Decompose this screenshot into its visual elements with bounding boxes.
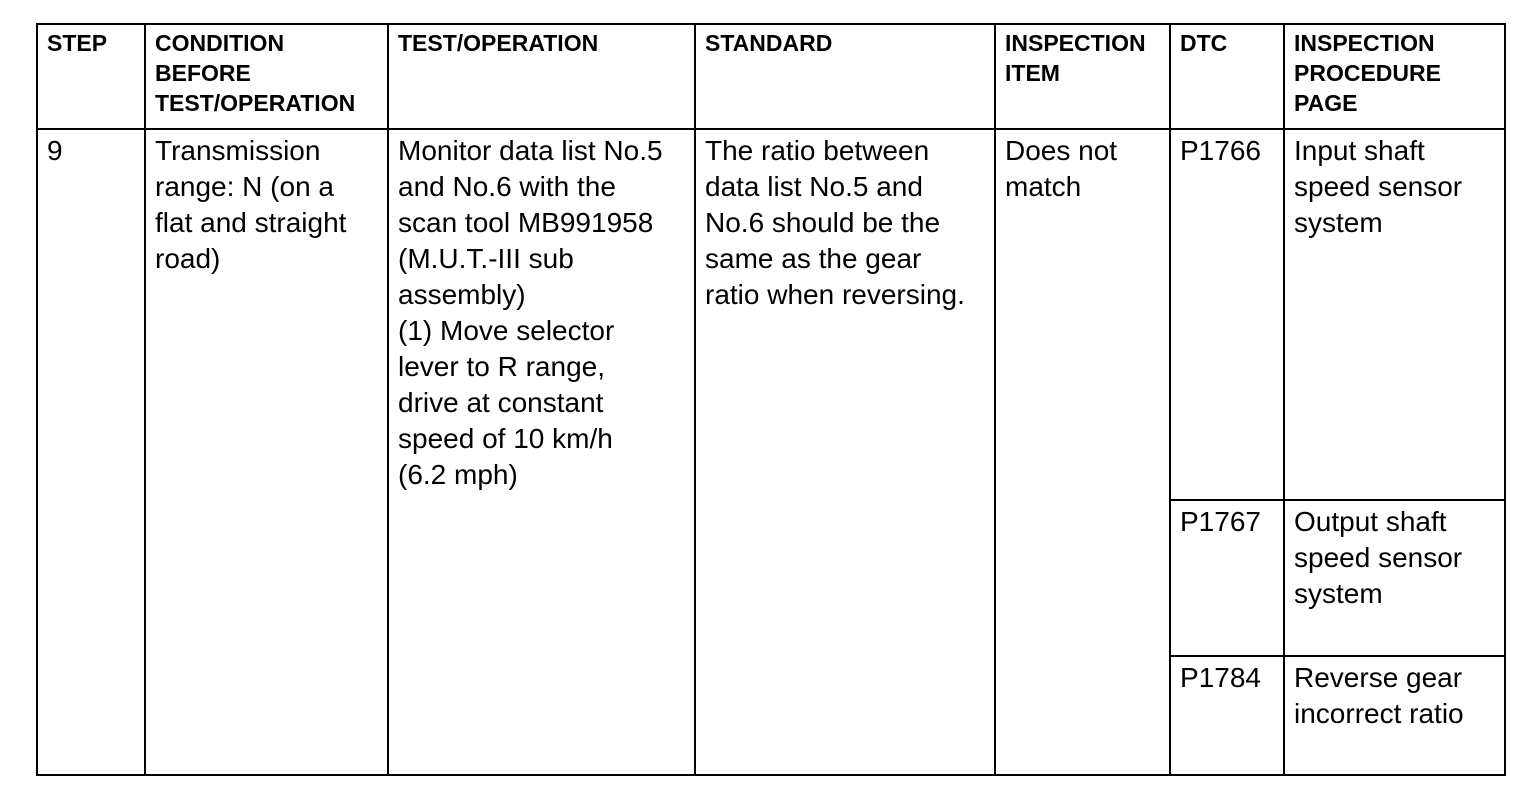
procedure-page-value: Output shaft speed sensor system [1294,506,1463,609]
header-dtc [1170,24,1284,129]
table-row [37,129,1505,500]
dtc-code: P1766 [1180,135,1261,166]
dtc-code: P1767 [1180,506,1261,537]
standard-value: The ratio between data list No.5 and No.6 should be the same as the gear ratio when reversing. [705,135,965,310]
header-condition-label: CONDITION BEFORE TEST/OPERATION [155,30,356,116]
test-operation-cell [388,129,695,775]
dtc-cell [1170,129,1284,500]
header-test-operation-label: TEST/OPERATION [398,30,599,56]
step-cell [37,129,145,775]
dtc-cell [1170,656,1284,775]
header-condition [145,24,388,129]
header-standard [695,24,995,129]
standard-cell [695,129,995,775]
condition-value: Transmission range: N (on a flat and straight road) [155,135,347,274]
step-value: 9 [47,135,63,166]
header-inspection-item [995,24,1170,129]
header-test-operation [388,24,695,129]
inspection-table [36,23,1506,776]
header-step-label: STEP [47,30,108,56]
inspection-item-cell [995,129,1170,775]
procedure-page-cell [1284,129,1505,500]
procedure-page-cell [1284,656,1505,775]
header-dtc-label: DTC [1180,30,1228,56]
header-row [37,24,1505,129]
procedure-page-cell [1284,500,1505,656]
test-operation-value: Monitor data list No.5 and No.6 with the scan tool MB991958 (M.U.T.-III sub assembly) (1) Move selector lever to R range, drive at constant speed of 10 km/h (6.2 mph) [398,135,663,490]
header-inspection-item-label: INSPECTION ITEM [1005,30,1146,86]
dtc-code: P1784 [1180,662,1261,693]
inspection-item-value: Does not match [1005,135,1118,202]
header-procedure-page-label: INSPECTION PROCEDURE PAGE [1294,30,1441,116]
dtc-cell [1170,500,1284,656]
procedure-page-value: Reverse gear incorrect ratio [1294,662,1464,729]
header-step [37,24,145,129]
condition-cell [145,129,388,775]
header-standard-label: STANDARD [705,30,833,56]
header-procedure-page [1284,24,1505,129]
procedure-page-value: Input shaft speed sensor system [1294,135,1463,238]
